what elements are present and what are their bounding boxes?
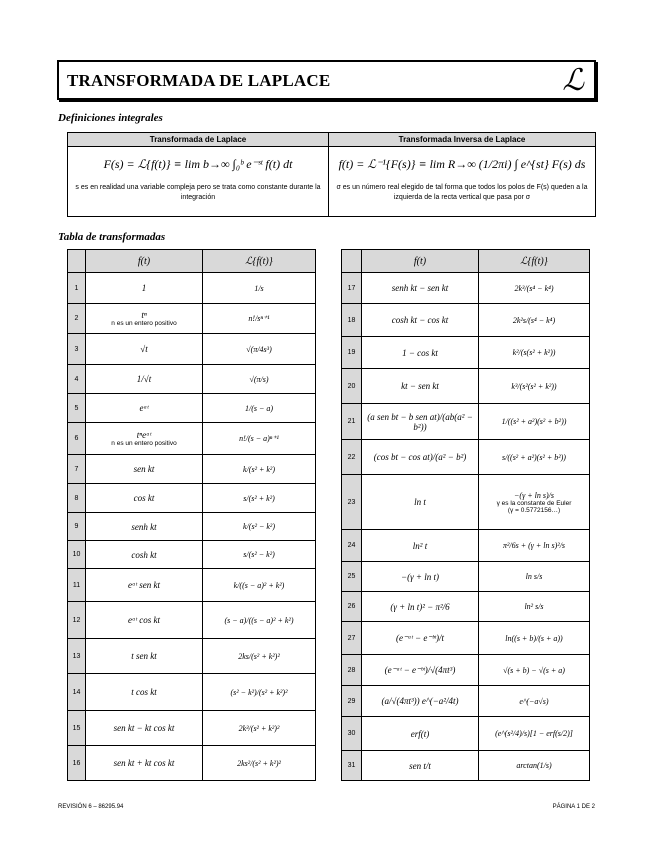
function-expression: eᵃᵗ sen kt	[127, 580, 161, 590]
function-cell	[86, 334, 203, 365]
transform-expression: k/(s² + k²)	[243, 464, 275, 474]
function-expression: −(γ + ln t)	[401, 571, 439, 582]
function-cell	[86, 365, 203, 394]
transform-expression: e^(−a√s)	[519, 696, 549, 706]
transform-cell	[203, 365, 316, 394]
ft-header: f(t)	[86, 250, 203, 273]
row-number: 30	[342, 717, 362, 751]
forward-note: s es en realidad una variable compleja pero se trata como constante durante la integración	[75, 184, 321, 201]
function-cell	[362, 475, 479, 530]
transform-expression: s/(s² + k²)	[243, 493, 275, 503]
transform-cell	[203, 602, 316, 639]
row-number: 20	[342, 369, 362, 404]
table-row	[68, 602, 316, 639]
function-expression: erf(t)	[410, 728, 430, 739]
transform-expression: arctan(1/s)	[516, 761, 552, 770]
row-number: 24	[342, 530, 362, 562]
footer-page: PÁGINA 1 DE 2	[552, 804, 595, 810]
transform-cell	[479, 440, 590, 475]
transform-expression: s/((s² + a²)(s² + b²))	[502, 452, 566, 462]
table-row	[342, 337, 590, 369]
function-cell	[362, 369, 479, 404]
table-row	[68, 423, 316, 455]
definitions-table	[67, 132, 596, 217]
Ft-header: ℒ{f(t)}	[203, 250, 316, 273]
function-cell	[86, 569, 203, 602]
function-expression: eᵃᵗ	[139, 403, 149, 413]
table-row	[342, 304, 590, 337]
transform-cell	[203, 569, 316, 602]
table-row	[342, 717, 590, 751]
function-cell	[86, 484, 203, 513]
function-cell	[86, 541, 203, 569]
table-row	[68, 304, 316, 334]
transform-expression: 2k³/(s² + k²)²	[238, 723, 280, 733]
forward-header: Transformada de Laplace	[68, 133, 329, 147]
table-row	[68, 273, 316, 304]
transform-cell	[203, 541, 316, 569]
transform-expression: (s² − k²)/(s² + k²)²	[230, 687, 288, 697]
forward-cell	[68, 147, 329, 217]
function-cell	[362, 530, 479, 562]
transform-cell	[203, 484, 316, 513]
transform-expression: 1/(s − a)	[244, 403, 274, 413]
row-number: 17	[342, 273, 362, 304]
function-cell	[86, 394, 203, 423]
table-row	[342, 686, 590, 717]
table-row	[68, 455, 316, 484]
transform-cell	[203, 674, 316, 711]
function-cell	[362, 337, 479, 369]
row-number: 19	[342, 337, 362, 369]
transform-expression: ln s/s	[525, 572, 543, 581]
transform-cell	[203, 394, 316, 423]
function-expression: tⁿ	[141, 310, 147, 320]
row-number: 11	[68, 569, 86, 602]
table-row	[68, 513, 316, 541]
row-number: 14	[68, 674, 86, 711]
table-row	[68, 365, 316, 394]
function-expression: cosh kt − cos kt	[391, 315, 449, 325]
transform-expression: π²/6s + (γ + ln s)²/s	[502, 541, 566, 550]
table-row	[342, 475, 590, 530]
transform-expression: s/(s² − k²)	[243, 550, 275, 559]
row-number: 15	[68, 711, 86, 746]
row-number: 4	[68, 365, 86, 394]
row-number: 2	[68, 304, 86, 334]
transform-table-right	[341, 249, 590, 781]
function-expression: kt − sen kt	[401, 381, 439, 391]
row-number: 5	[68, 394, 86, 423]
transform-expression: 2k²s/(s⁴ − k⁴)	[512, 315, 556, 325]
transform-cell	[479, 404, 590, 440]
footer-revision: REVISIÓN 6 – 86295.94	[58, 804, 124, 810]
function-cell	[362, 440, 479, 475]
function-expression: senh kt	[131, 521, 157, 532]
function-expression: senh kt − sen kt	[391, 283, 449, 293]
section-definitions-heading: Definiciones integrales	[58, 112, 163, 124]
transform-cell	[203, 423, 316, 455]
row-number: 13	[68, 639, 86, 674]
function-expression: (e⁻ᵃᵗ − e⁻ᵇᵗ)/t	[395, 632, 445, 643]
function-expression: sen kt + kt cos kt	[113, 758, 175, 768]
num-header	[342, 250, 362, 273]
Ft-header: ℒ{f(t)}	[479, 250, 590, 273]
transform-expression: 2ks/(s² + k²)²	[238, 651, 280, 661]
function-expression: cosh kt	[131, 549, 157, 560]
row-note: n es un entero positivo	[111, 440, 177, 447]
row-number: 26	[342, 592, 362, 622]
transform-table-left	[67, 249, 316, 781]
table-row	[68, 711, 316, 746]
transform-cell	[479, 475, 590, 530]
function-cell	[362, 592, 479, 622]
function-cell	[86, 423, 203, 455]
function-cell	[86, 639, 203, 674]
table-row	[342, 440, 590, 475]
transform-cell	[479, 337, 590, 369]
transform-expression: ln((s + b)/(s + a))	[505, 633, 563, 643]
function-cell	[362, 304, 479, 337]
function-expression: 1/√t	[136, 374, 152, 384]
transform-expression: (s − a)/((s − a)² + k²)	[224, 615, 294, 625]
transform-cell	[203, 513, 316, 541]
laplace-logo-icon: ℒ	[562, 64, 584, 97]
transform-expression: √(π/s)	[249, 374, 269, 384]
table-row	[68, 674, 316, 711]
row-note: γ es la constante de Euler	[496, 499, 572, 507]
transform-cell	[203, 746, 316, 781]
table-row	[342, 655, 590, 686]
transform-cell	[479, 686, 590, 717]
function-expression: sen t/t	[409, 760, 431, 771]
row-number: 10	[68, 541, 86, 569]
function-expression: t cos kt	[131, 687, 157, 697]
row-number: 6	[68, 423, 86, 455]
transform-expression: 1/s	[254, 283, 264, 293]
function-cell	[86, 746, 203, 781]
table-row	[342, 273, 590, 304]
function-cell	[362, 686, 479, 717]
function-cell	[86, 273, 203, 304]
transform-expression: k/(s² − k²)	[243, 522, 275, 531]
section-table-heading: Tabla de transformadas	[58, 231, 166, 243]
num-header	[68, 250, 86, 273]
function-cell	[86, 711, 203, 746]
inverse-cell	[329, 147, 596, 217]
row-number: 27	[342, 622, 362, 655]
transform-expression: √(s + b) − √(s + a)	[503, 665, 565, 675]
page-title: TRANSFORMADA DE LAPLACE	[67, 71, 331, 90]
function-cell	[362, 622, 479, 655]
row-number: 21	[342, 404, 362, 440]
table-row	[68, 569, 316, 602]
transform-cell	[479, 562, 590, 592]
transform-expression: 2ks²/(s² + k²)²	[237, 758, 281, 768]
function-cell	[362, 751, 479, 781]
function-expression: 1 − cos kt	[402, 347, 438, 358]
function-expression: cos kt	[133, 493, 155, 503]
function-cell	[362, 562, 479, 592]
function-cell	[362, 273, 479, 304]
row-number: 18	[342, 304, 362, 337]
table-row	[68, 746, 316, 781]
function-expression: (γ + ln t)² − π²/6	[390, 601, 450, 612]
transform-cell	[479, 273, 590, 304]
table-row	[342, 369, 590, 404]
table-row	[68, 394, 316, 423]
table-row	[342, 530, 590, 562]
forward-formula: F(s) = ℒ{f(t)} ≡ lim b→∞ ∫₀ᵇ e⁻ˢᵗ f(t) dt	[103, 157, 293, 171]
function-expression: √t	[140, 344, 148, 354]
row-number: 7	[68, 455, 86, 484]
table-row	[68, 541, 316, 569]
transform-cell	[479, 304, 590, 337]
function-expression: sen kt − kt cos kt	[113, 723, 175, 733]
function-cell	[362, 404, 479, 440]
table-row	[68, 334, 316, 365]
row-number: 12	[68, 602, 86, 639]
transform-cell	[203, 304, 316, 334]
transform-cell	[479, 369, 590, 404]
row-note-2: (γ = 0.5772156…)	[507, 506, 561, 514]
transform-cell	[203, 711, 316, 746]
function-cell	[86, 602, 203, 639]
row-number: 31	[342, 751, 362, 781]
function-expression: (e⁻ᵃᵗ − e⁻ᵇᵗ)/√(4πt³)	[384, 664, 456, 675]
function-cell	[86, 513, 203, 541]
transform-cell	[479, 622, 590, 655]
transform-cell	[203, 639, 316, 674]
row-number: 1	[68, 273, 86, 304]
table-row	[342, 592, 590, 622]
row-number: 22	[342, 440, 362, 475]
function-cell	[86, 304, 203, 334]
function-expression: (cos bt − cos at)/(a² − b²)	[373, 452, 467, 462]
row-number: 29	[342, 686, 362, 717]
transform-expression: 1/((s² + a²)(s² + b²))	[501, 417, 567, 426]
transform-expression: −(γ + ln s)/s	[514, 490, 554, 500]
inverse-formula: f(t) = ℒ⁻¹{F(s)} ≡ lim R→∞ (1/2πi) ∫ e^{st} F(s) ds	[338, 157, 586, 171]
function-expression: eᵃᵗ cos kt	[127, 615, 161, 625]
inverse-note: σ es un número real elegido de tal forma que todos los polos de F(s) queden a la izquierda de la recta vertical que pasa por σ	[336, 184, 588, 201]
transform-expression: ln² s/s	[524, 602, 544, 611]
function-expression: 1	[141, 283, 147, 293]
transform-cell	[479, 592, 590, 622]
row-number: 16	[68, 746, 86, 781]
function-expression: ln² t	[412, 540, 428, 551]
title-box	[57, 60, 596, 100]
function-cell	[362, 655, 479, 686]
inverse-header: Transformada Inversa de Laplace	[329, 133, 596, 147]
transform-cell	[479, 751, 590, 781]
table-row	[342, 622, 590, 655]
table-row	[342, 751, 590, 781]
transform-expression: √(π/4s³)	[246, 344, 272, 354]
table-row	[68, 484, 316, 513]
transform-expression: n!/sⁿ⁺¹	[248, 314, 270, 323]
table-row	[342, 562, 590, 592]
ft-header: f(t)	[362, 250, 479, 273]
function-expression: (a sen bt − b sen at)/(ab(a² − b²))	[367, 411, 473, 432]
function-expression: (a/√(4πt³)) e^(−a²/4t)	[381, 696, 459, 706]
transform-expression: n!/(s − a)ⁿ⁺¹	[239, 434, 279, 443]
transform-cell	[479, 530, 590, 562]
row-number: 3	[68, 334, 86, 365]
transform-cell	[479, 655, 590, 686]
table-row	[68, 639, 316, 674]
row-number: 28	[342, 655, 362, 686]
row-number: 8	[68, 484, 86, 513]
transform-expression: k²/(s(s² + k²))	[512, 348, 556, 357]
function-cell	[86, 674, 203, 711]
transform-expression: k³/(s²(s² + k²))	[511, 381, 557, 391]
row-number: 23	[342, 475, 362, 530]
function-cell	[362, 717, 479, 751]
row-number: 9	[68, 513, 86, 541]
function-expression: t sen kt	[131, 651, 157, 661]
function-expression: sen kt	[133, 464, 155, 474]
transform-cell	[479, 717, 590, 751]
function-expression: ln t	[414, 497, 426, 507]
transform-expression: (e^(s²/4)/s)[1 − erf(s/2)]	[495, 729, 573, 738]
transform-cell	[203, 455, 316, 484]
function-cell	[86, 455, 203, 484]
row-note: n es un entero positivo	[111, 320, 177, 327]
row-number: 25	[342, 562, 362, 592]
transform-cell	[203, 273, 316, 304]
transform-expression: k/((s − a)² + k²)	[233, 580, 285, 590]
transform-expression: 2k³/(s⁴ − k⁴)	[514, 283, 554, 293]
function-expression: tⁿeᵃᵗ	[136, 430, 152, 440]
table-row	[342, 404, 590, 440]
transform-cell	[203, 334, 316, 365]
